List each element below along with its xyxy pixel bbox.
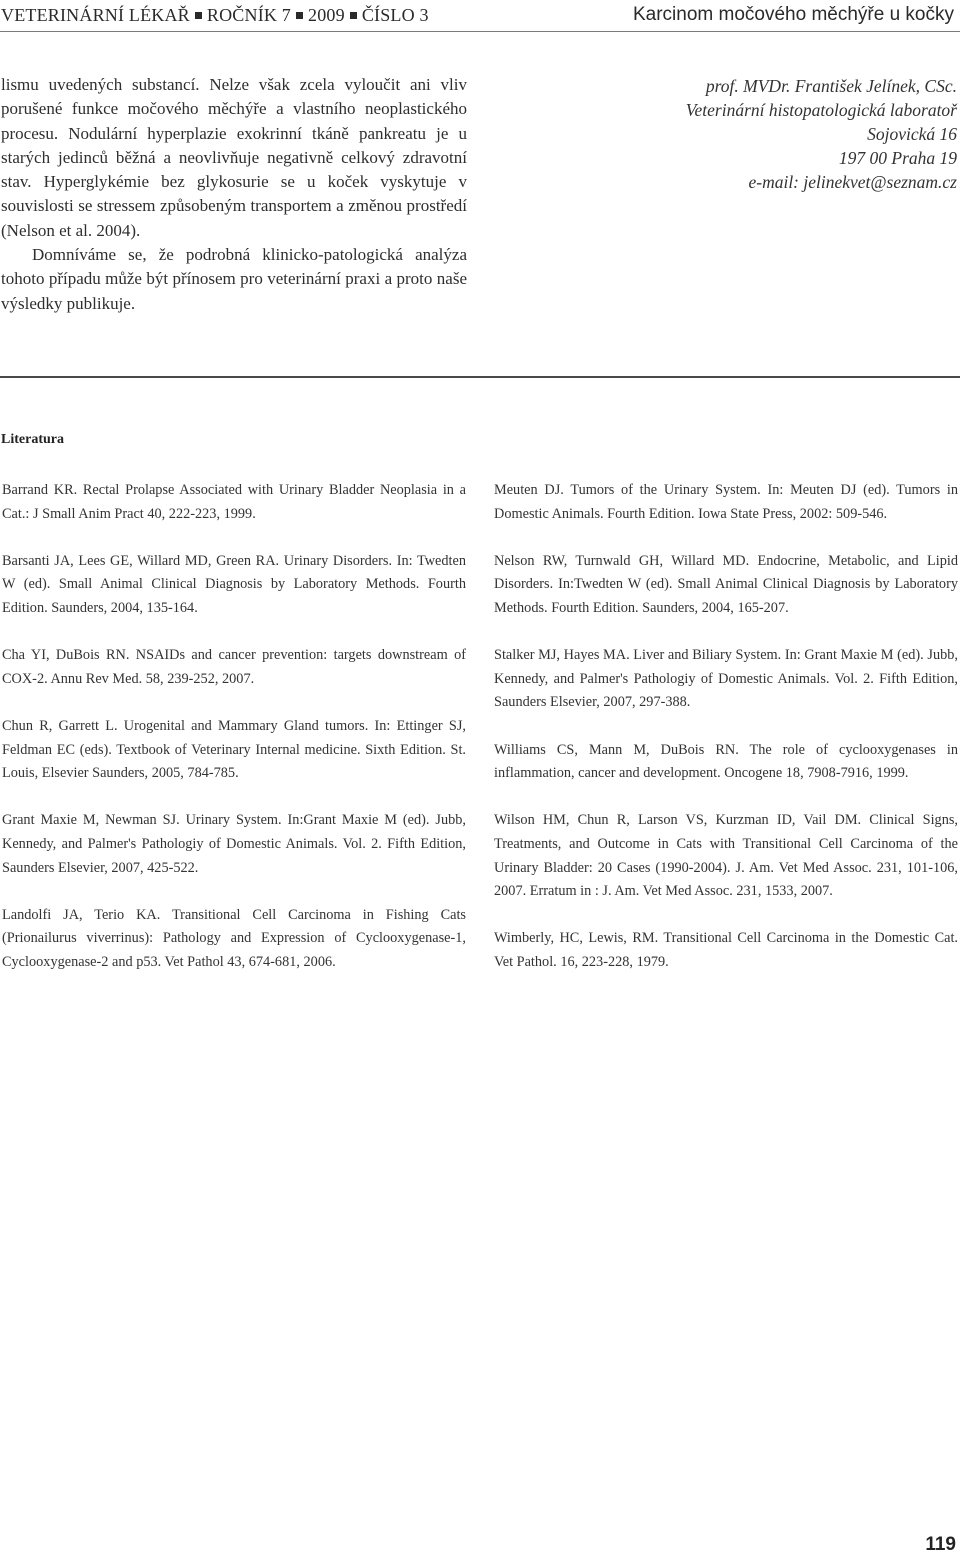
references-left-column (2, 479, 466, 998)
author-email: e-mail: jelinekvet@seznam.cz (748, 172, 957, 192)
journal-issue: ČÍSLO 3 (361, 5, 429, 25)
reference-item: Stalker MJ, Hayes MA. Liver and Biliary System. In: Grant Maxie M (ed). Jubb, Kennedy, and Palmer's Pathologiy of Domestic Animals. Vol. 2. Fifth Edition, Saunders Elsevier, 2007, 297-388. (494, 647, 958, 711)
reference-item: Williams CS, Mann M, DuBois RN. The role of cyclooxygenases in inflammation, cancer and development. Oncogene 18, 7908-7916, 1999. (494, 741, 958, 782)
reference-item: Landolfi JA, Terio KA. Transitional Cell Carcinoma in Fishing Cats (Prionailurus viverrinus): Pathology and Expression of Cyclooxygenase-1, Cyclooxygenase-2 and p53. Vet Pathol 43, 674-681, 2006. (2, 906, 466, 970)
journal-volume: ROČNÍK 7 (206, 5, 291, 25)
reference-item: Chun R, Garrett L. Urogenital and Mammary Gland tumors. In: Ettinger SJ, Feldman EC (eds). Textbook of Veterinary Internal medicine. Sixth Edition. St. Louis, Elsevier Saunders, 2005, 784-785. (2, 717, 466, 782)
author-name: prof. MVDr. František Jelínek, CSc. (705, 76, 957, 96)
square-bullet-icon (195, 12, 202, 19)
section-divider (0, 376, 960, 378)
reference-item: Nelson RW, Turnwald GH, Willard MD. Endocrine, Metabolic, and Lipid Disorders. In:Twedten W (ed). Small Animal Clinical Diagnosis by Laboratory Methods. Fourth Edition. Saunders, 2004, 165-207. (494, 552, 958, 616)
journal-info (1, 5, 429, 26)
author-block (517, 74, 957, 194)
reference-item: Wimberly, HC, Lewis, RM. Transitional Cell Carcinoma in the Domestic Cat. Vet Pathol. 16, 223-228, 1979. (494, 930, 958, 970)
journal-name: VETERINÁRNÍ LÉKAŘ (1, 5, 190, 25)
body-paragraph: Domníváme se, že podrobná klinicko-patologická analýza tohoto případu může být přínosem pro veterinární praxi a proto naše výsledky publikuje. (1, 245, 467, 313)
journal-year: 2009 (308, 5, 345, 25)
article-running-title: Karcinom močového měchýře u kočky (632, 4, 954, 25)
references-right-column (494, 479, 958, 998)
square-bullet-icon (296, 12, 303, 19)
author-institution: Veterinární histopatologická laboratoř (685, 100, 957, 120)
reference-item: Cha YI, DuBois RN. NSAIDs and cancer prevention: targets downstream of COX-2. Annu Rev Med. 58, 239-252, 2007. (2, 647, 466, 687)
reference-item: Grant Maxie M, Newman SJ. Urinary System. In:Grant Maxie M (ed). Jubb, Kennedy, and Palmer's Pathologiy of Domestic Animals. Vol. 2. Fifth Edition, Saunders Elsevier, 2007, 425-522. (2, 812, 466, 876)
page-header (0, 0, 960, 34)
header-divider (0, 31, 960, 32)
literature-heading: Literatura (1, 432, 64, 447)
author-street: Sojovická 16 (867, 124, 957, 144)
article-body (1, 73, 467, 316)
author-city: 197 00 Praha 19 (838, 148, 957, 168)
page-number: 119 (925, 1534, 956, 1555)
reference-item: Barsanti JA, Lees GE, Willard MD, Green RA. Urinary Disorders. In: Twedten W (ed). Small Animal Clinical Diagnosis by Laboratory Methods. Fourth Edition. Saunders, 2004, 135-164. (2, 552, 466, 616)
square-bullet-icon (350, 12, 357, 19)
body-paragraph: lismu uvedených substancí. Nelze však zcela vyloučit ani vliv porušené funkce močového měchýře a vlastního neoplastického procesu. Nodulární hyperplazie exokrinní tkáně pankreatu je u starých jedinců běžná a neovlivňuje negativně celkový zdravotní stav. Hyperglykémie bez glykosurie se u koček vyskytuje v souvislosti se stressem způsobeným transportem a změnou prostředí (Nelson et al. 2004). (1, 75, 467, 240)
reference-item: Barrand KR. Rectal Prolapse Associated with Urinary Bladder Neoplasia in a Cat.: J Small Anim Pract 40, 222-223, 1999. (2, 482, 466, 522)
reference-item: Meuten DJ. Tumors of the Urinary System. In: Meuten DJ (ed). Tumors in Domestic Animals. Fourth Edition. Iowa State Press, 2002: 509-546. (494, 482, 958, 522)
reference-item: Wilson HM, Chun R, Larson VS, Kurzman ID, Vail DM. Clinical Signs, Treatments, and Outcome in Cats with Transitional Cell Carcinoma of the Urinary Bladder: 20 Cases (1990-2004). J. Am. Vet Med Assoc. 231, 101-106, 2007. Erratum in : J. Am. Vet Med Assoc. 231, 1533, 2007. (494, 812, 958, 900)
